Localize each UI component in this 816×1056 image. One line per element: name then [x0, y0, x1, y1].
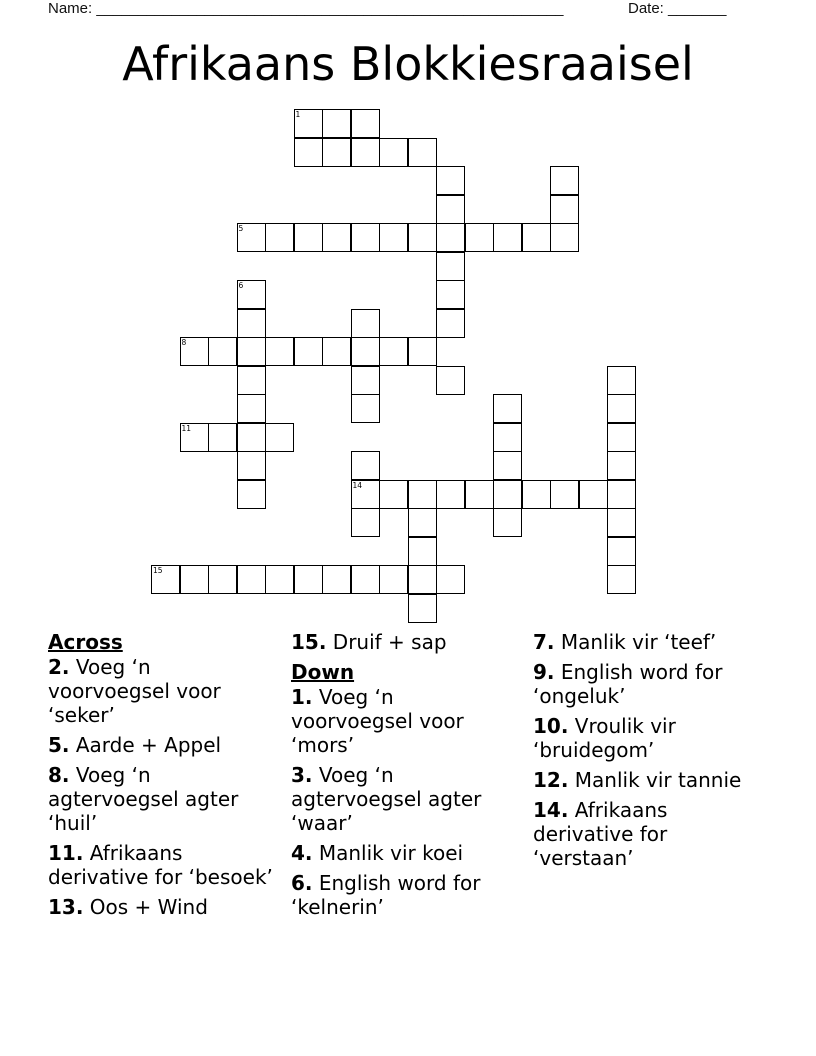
grid-cell[interactable]: [237, 366, 266, 395]
clue-number: 5: [238, 224, 244, 233]
grid-cell[interactable]: [379, 565, 408, 594]
grid-cell[interactable]: [379, 138, 408, 167]
clue-across-8: 8. Voeg ‘n agtervoegsel agter ‘huil’: [48, 763, 239, 835]
grid-cell[interactable]: [351, 337, 380, 366]
clue-down-3: 3. Voeg ‘n agtervoegsel agter ‘waar’: [291, 763, 482, 835]
grid-cell[interactable]: [208, 565, 237, 594]
grid-cell[interactable]: [550, 480, 579, 509]
grid-cell[interactable]: [237, 423, 266, 452]
grid-cell[interactable]: [294, 565, 323, 594]
grid-cell[interactable]: [351, 223, 380, 252]
grid-cell[interactable]: [237, 223, 266, 252]
clue-down-1: 1. Voeg ‘n voorvoegsel voor ‘mors’: [291, 685, 464, 757]
down-heading: Down: [291, 660, 355, 684]
grid-cell[interactable]: [379, 337, 408, 366]
clue-number: 8: [181, 338, 187, 347]
grid-cell[interactable]: [322, 223, 351, 252]
grid-cell[interactable]: [351, 309, 380, 338]
grid-cell[interactable]: [607, 423, 636, 452]
grid-cell[interactable]: [436, 166, 465, 195]
grid-cell[interactable]: [208, 337, 237, 366]
grid-cell[interactable]: [294, 337, 323, 366]
grid-cell[interactable]: [408, 594, 437, 623]
grid-cell[interactable]: [379, 480, 408, 509]
grid-cell[interactable]: [180, 337, 209, 366]
clue-down-14: 14. Afrikaans derivative for ‘verstaan’: [533, 798, 668, 870]
grid-cell[interactable]: [180, 423, 209, 452]
clue-across-13: 13. Oos + Wind: [48, 895, 208, 919]
clue-across-11: 11. Afrikaans derivative for ‘besoek’: [48, 841, 273, 889]
clue-number: 15: [153, 566, 163, 575]
grid-cell[interactable]: [607, 565, 636, 594]
grid-cell[interactable]: [550, 166, 579, 195]
grid-cell[interactable]: [351, 565, 380, 594]
clue-across-2: 2. Voeg ‘n voorvoegsel voor ‘seker’: [48, 655, 221, 727]
clue-number: 6: [238, 281, 244, 290]
grid-cell[interactable]: [408, 223, 437, 252]
grid-cell[interactable]: [522, 223, 551, 252]
grid-cell[interactable]: [436, 480, 465, 509]
grid-cell[interactable]: [550, 223, 579, 252]
grid-cell[interactable]: [550, 195, 579, 224]
grid-cell[interactable]: [408, 480, 437, 509]
grid-cell[interactable]: [408, 565, 437, 594]
name-field-label: Name: ________________________________________________________: [48, 0, 564, 17]
grid-cell[interactable]: [322, 565, 351, 594]
grid-cell[interactable]: [237, 480, 266, 509]
grid-cell[interactable]: [607, 480, 636, 509]
grid-cell[interactable]: [294, 223, 323, 252]
clue-number: 14: [352, 480, 363, 490]
clue-down-7: 7. Manlik vir ‘teef’: [533, 630, 717, 654]
grid-cell[interactable]: [351, 109, 380, 138]
grid-cell[interactable]: [436, 223, 465, 252]
clue-across-15: 15. Druif + sap: [291, 630, 447, 654]
clue-down-12: 12. Manlik vir tannie: [533, 768, 742, 792]
grid-cell[interactable]: [237, 280, 266, 309]
grid-cell[interactable]: [436, 280, 465, 309]
grid-cell[interactable]: [493, 480, 522, 509]
across-heading: Across: [48, 630, 123, 654]
clue-down-4: 4. Manlik vir koei: [291, 841, 464, 865]
clue-down-6: 6. English word for ‘kelnerin’: [291, 871, 481, 919]
grid-cell[interactable]: [237, 394, 266, 423]
grid-cell[interactable]: [436, 195, 465, 224]
grid-cell[interactable]: [265, 337, 294, 366]
grid-cell[interactable]: [237, 337, 266, 366]
grid-cell[interactable]: [351, 394, 380, 423]
clue-column-1: [48, 630, 276, 925]
clue-down-10: 10. Vroulik vir ‘bruidegom’: [533, 714, 676, 762]
grid-cell[interactable]: [493, 394, 522, 423]
grid-cell[interactable]: [522, 480, 551, 509]
grid-cell[interactable]: [465, 223, 494, 252]
grid-cell[interactable]: [607, 451, 636, 480]
grid-cell[interactable]: [208, 423, 237, 452]
grid-cell[interactable]: [607, 537, 636, 566]
grid-cell[interactable]: [351, 366, 380, 395]
clue-number: 11: [181, 423, 192, 433]
clue-across-5: 5. Aarde + Appel: [48, 733, 222, 757]
grid-cell[interactable]: [493, 451, 522, 480]
grid-cell[interactable]: [607, 508, 636, 537]
grid-cell[interactable]: [493, 423, 522, 452]
grid-cell[interactable]: [408, 537, 437, 566]
clue-number: 1: [295, 110, 301, 119]
grid-cell[interactable]: [237, 451, 266, 480]
grid-cell[interactable]: [607, 394, 636, 423]
grid-cell[interactable]: [607, 366, 636, 395]
grid-cell[interactable]: [322, 337, 351, 366]
grid-cell[interactable]: [322, 109, 351, 138]
grid-cell[interactable]: [351, 451, 380, 480]
grid-cell[interactable]: [237, 565, 266, 594]
grid-cell[interactable]: [493, 508, 522, 537]
grid-cell[interactable]: [436, 252, 465, 281]
clue-down-9: 9. English word for ‘ongeluk’: [533, 660, 723, 708]
grid-cell[interactable]: [408, 337, 437, 366]
grid-cell[interactable]: [180, 565, 209, 594]
clue-column-2: [291, 630, 519, 925]
grid-cell[interactable]: [294, 138, 323, 167]
clue-column-3: [533, 630, 773, 876]
grid-cell[interactable]: [351, 480, 380, 509]
grid-cell[interactable]: [579, 480, 608, 509]
grid-cell[interactable]: [436, 309, 465, 338]
grid-cell[interactable]: [408, 138, 437, 167]
grid-cell[interactable]: [294, 109, 323, 138]
grid-cell[interactable]: [493, 223, 522, 252]
grid-cell[interactable]: [351, 508, 380, 537]
grid-cell[interactable]: [465, 480, 494, 509]
grid-cell[interactable]: [151, 565, 180, 594]
grid-cell[interactable]: [408, 508, 437, 537]
grid-cell[interactable]: [237, 309, 266, 338]
grid-cell[interactable]: [379, 223, 408, 252]
grid-cell[interactable]: [436, 366, 465, 395]
grid-cell[interactable]: [436, 565, 465, 594]
grid-cell[interactable]: [265, 223, 294, 252]
date-field-label: Date: _______: [628, 0, 727, 17]
grid-cell[interactable]: [351, 138, 380, 167]
grid-cell[interactable]: [322, 138, 351, 167]
grid-cell[interactable]: [265, 565, 294, 594]
page-title: Afrikaans Blokkiesraaisel: [122, 37, 694, 91]
grid-cell[interactable]: [265, 423, 294, 452]
